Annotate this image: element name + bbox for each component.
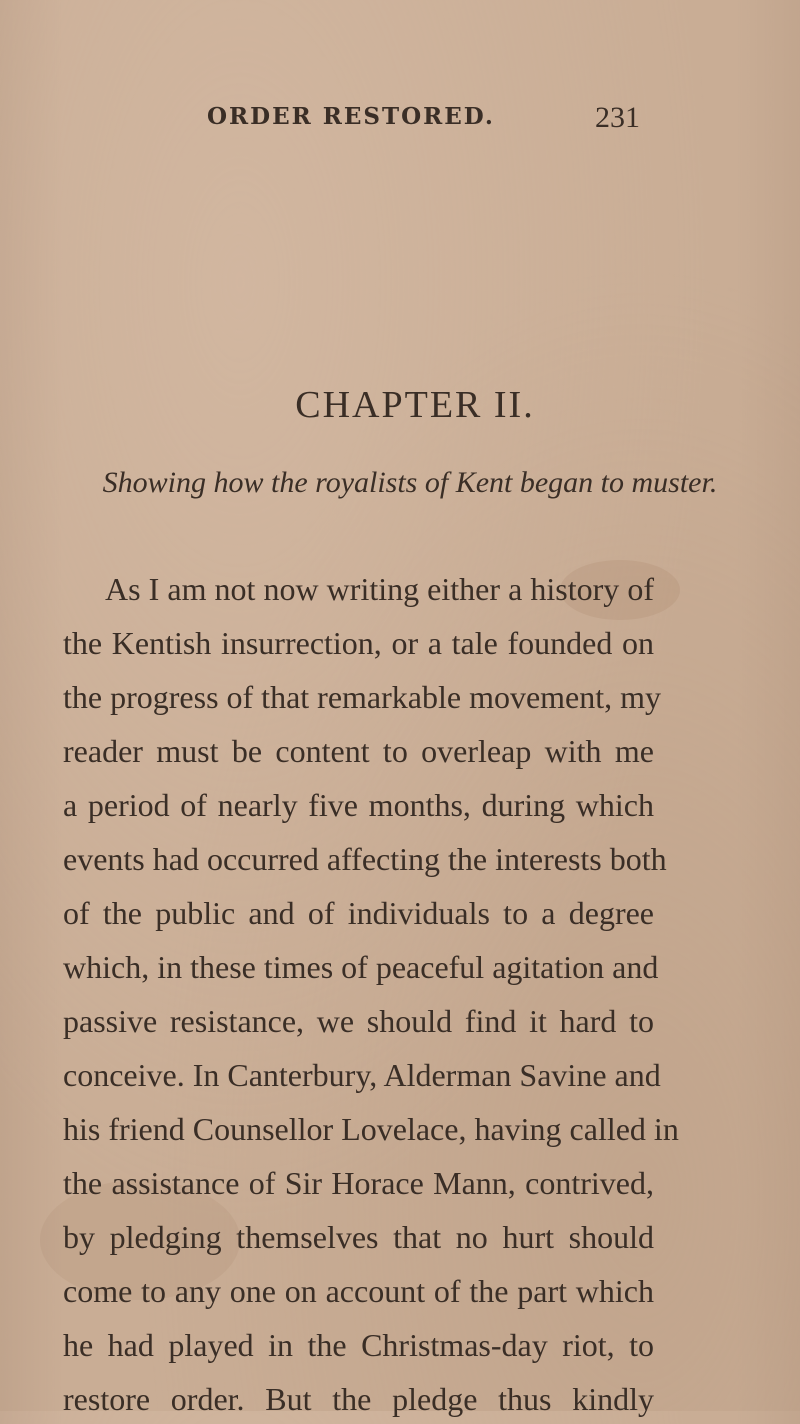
text-line-content: events had occurred affecting the interests both [63, 841, 667, 877]
text-line [0, 618, 800, 668]
text-line-content: by pledging themselves that no hurt should [63, 1219, 654, 1255]
text-line-content: restore order. But the pledge thus kindly [63, 1381, 654, 1417]
text-line-content: the progress of that remarkable movement, my [63, 679, 662, 715]
text-line-content: passive resistance, we should find it hard to [63, 1003, 654, 1039]
text-line-content: he had played in the Christmas-day riot, to [63, 1327, 654, 1363]
text-line [0, 726, 800, 776]
text-line-content: come to any one on account of the part which [63, 1273, 654, 1309]
text-line [0, 1374, 800, 1424]
text-line-content: of the public and of individuals to a degree [63, 895, 654, 931]
text-line [0, 1320, 800, 1370]
text-line-content: As I am not now writing either a history of [105, 571, 654, 607]
running-head [0, 103, 800, 143]
text-line-content: conceive. In Canterbury, Alderman Savine and [63, 1057, 661, 1093]
text-line-content: his friend Counsellor Lovelace, having called in [63, 1111, 679, 1147]
text-line [0, 1104, 800, 1154]
text-line-content: reader must be content to overleap with me [63, 733, 654, 769]
text-line [0, 564, 800, 614]
text-line [0, 1158, 800, 1208]
text-line-content: which, in these times of peaceful agitation and [63, 949, 659, 985]
running-title: ORDER RESTORED. [207, 103, 495, 130]
chapter-subtitle: Showing how the royalists of Kent began to muster. [102, 466, 718, 499]
text-line-content: the Kentish insurrection, or a tale founded on [63, 625, 654, 661]
text-line [0, 834, 800, 884]
text-line [0, 942, 800, 992]
text-line [0, 1212, 800, 1262]
text-line [0, 1266, 800, 1316]
text-line [0, 1050, 800, 1100]
text-line-content: a period of nearly five months, during which [63, 787, 654, 823]
page-number: 231 [595, 101, 640, 134]
text-line [0, 996, 800, 1046]
text-line [0, 888, 800, 938]
text-line [0, 672, 800, 722]
text-line-content: the assistance of Sir Horace Mann, contrived, [63, 1165, 654, 1201]
text-line [0, 780, 800, 830]
chapter-heading: CHAPTER II. [295, 384, 535, 426]
